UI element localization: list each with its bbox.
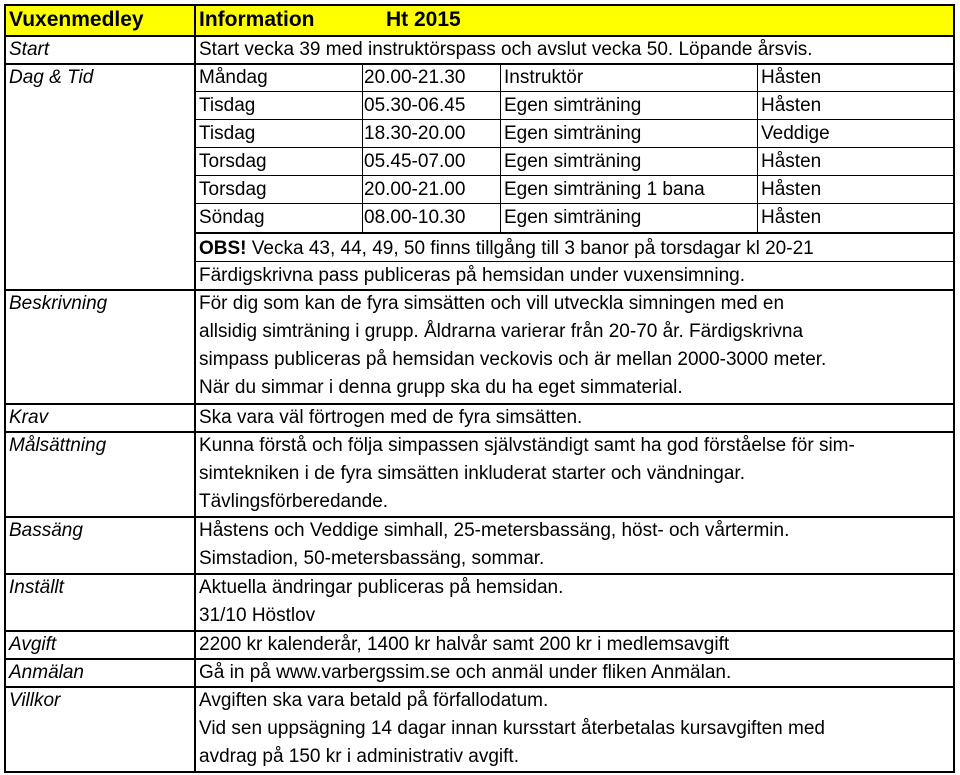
label-installt: Inställt (9, 577, 64, 598)
label-villkor: Villkor (9, 690, 61, 711)
label-beskrivning: Beskrivning (9, 293, 108, 314)
label-dag-tid: Dag & Tid (9, 67, 94, 88)
schedule-time: 05.30-06.45 (364, 95, 466, 116)
schedule-time: 20.00-21.30 (364, 67, 466, 88)
schedule-type: Egen simträning 1 bana (504, 179, 705, 200)
label-malsattning: Målsättning (9, 435, 107, 456)
schedule-type: Egen simträning (504, 123, 642, 144)
installt-line: Aktuella ändringar publiceras på hemsidan. (199, 577, 564, 598)
schedule-time: 20.00-21.00 (364, 179, 466, 200)
schedule-day: Torsdag (199, 151, 267, 172)
villkor-line: Vid sen uppsägning 14 dagar innan kursstart återbetalas kursavgiften med (199, 718, 825, 739)
schedule-place: Håsten (761, 67, 822, 88)
beskrivning-line: När du simmar i denna grupp ska du ha eget simmaterial. (199, 377, 683, 398)
beskrivning-line: simpass publiceras på hemsidan veckovis och är mellan 2000-3000 meter. (199, 349, 827, 370)
schedule-type: Egen simträning (504, 207, 642, 228)
schedule-place: Håsten (761, 151, 822, 172)
malsattning-line: Tävlingsförberedande. (199, 491, 389, 512)
schedule-place: Håsten (761, 207, 822, 228)
schedule-time: 05.45-07.00 (364, 151, 466, 172)
schedule-day: Torsdag (199, 179, 267, 200)
avgift-text: 2200 kr kalenderår, 1400 kr halvår samt 200 kr i medlemsavgift (199, 634, 730, 655)
start-text: Start vecka 39 med instruktörspass och avslut vecka 50. Löpande årsvis. (199, 39, 813, 60)
label-avgift: Avgift (9, 634, 57, 655)
label-krav: Krav (9, 407, 49, 428)
malsattning-line: simtekniken i de fyra simsätten inkluderat starter och vändningar. (199, 463, 745, 484)
header-info-cell (195, 5, 953, 35)
schedule-place: Håsten (761, 95, 822, 116)
schedule-day: Tisdag (199, 123, 256, 144)
schedule-type: Egen simträning (504, 151, 642, 172)
schedule-day: Söndag (199, 207, 265, 228)
beskrivning-line: allsidig simträning i grupp. Åldrarna varierar från 20-70 år. Färdigskrivna (199, 321, 804, 342)
schedule-type: Instruktör (504, 67, 584, 88)
bassang-line: Håstens och Veddige simhall, 25-metersbassäng, höst- och vårtermin. (199, 520, 790, 541)
anmalan-text: Gå in på www.varbergssim.se och anmäl under fliken Anmälan. (199, 662, 732, 683)
schedule-type: Egen simträning (504, 95, 642, 116)
schedule-note-line2: Färdigskrivna pass publiceras på hemsidan under vuxensimning. (199, 265, 746, 286)
schedule-note (195, 235, 814, 263)
schedule-time: 08.00-10.30 (364, 207, 466, 228)
schedule-day: Måndag (199, 67, 268, 88)
header-info: Information (199, 8, 315, 31)
schedule-place: Håsten (761, 179, 822, 200)
header-title-cell (5, 5, 195, 35)
villkor-line: avdrag på 150 kr i administrativ avgift. (199, 746, 519, 767)
note-text: Vecka 43, 44, 49, 50 finns tillgång till 3 banor på torsdagar kl 20-21 (246, 238, 814, 259)
malsattning-line: Kunna förstå och följa simpassen självständigt samt ha god förståelse för sim- (199, 435, 855, 456)
krav-text: Ska vara väl förtrogen med de fyra simsätten. (199, 407, 583, 428)
header-term: Ht 2015 (386, 8, 461, 31)
note-obs: OBS! (199, 238, 247, 259)
villkor-line: Avgiften ska vara betald på förfallodatum. (199, 690, 549, 711)
schedule-place: Veddige (761, 123, 830, 144)
header-title: Vuxenmedley (9, 8, 144, 31)
bassang-line: Simstadion, 50-metersbassäng, sommar. (199, 548, 545, 569)
schedule-time: 18.30-20.00 (364, 123, 466, 144)
label-anmalan: Anmälan (9, 662, 84, 683)
label-bassang: Bassäng (9, 520, 83, 541)
schedule-day: Tisdag (199, 95, 256, 116)
beskrivning-line: För dig som kan de fyra simsätten och vill utveckla simningen med en (199, 293, 785, 314)
installt-line: 31/10 Höstlov (199, 605, 316, 626)
label-start: Start (9, 39, 50, 60)
